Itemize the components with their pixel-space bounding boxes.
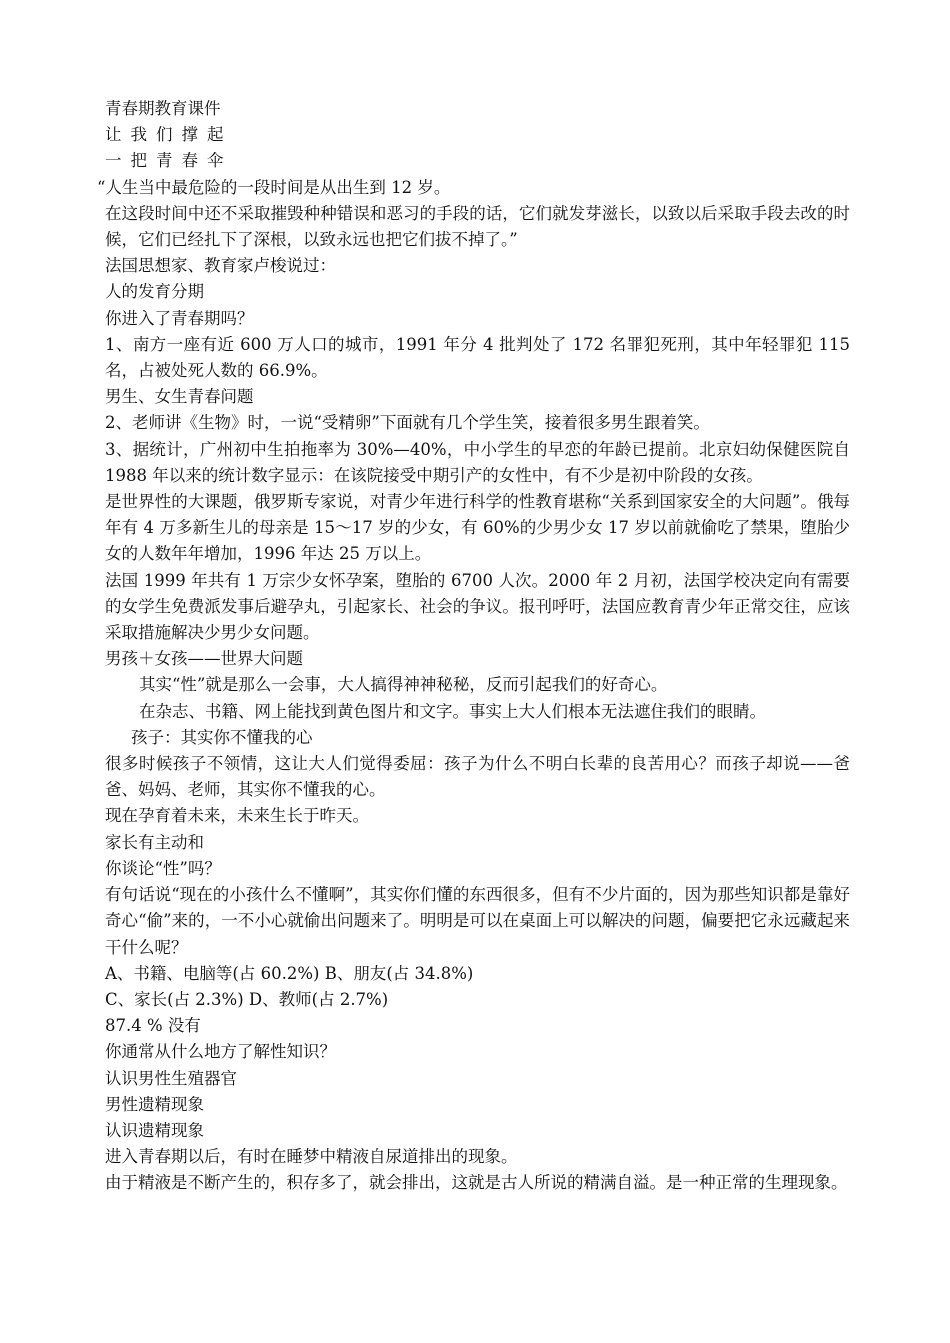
line-parents: 家长有主动和: [105, 832, 204, 852]
paragraph-misunderstood: 很多时候孩子不领情，这让大人们觉得委屈：孩子为什么不明白长辈的良苦用心？而孩子却说——爸爸、妈妈、老师，其实你不懂我的心。: [105, 754, 850, 800]
slogan-line-2: 一把青春伞: [105, 151, 233, 171]
paragraph-curiosity: 有句话说“现在的小孩什么不懂啊”，其实你们懂的东西很多，但有不少片面的，因为那些知识都是靠好奇心“偷”来的，一不小心就偷出问题来了。明明是可以在桌面上可以解决的问题，偏要把它永远藏起来干什么呢？: [105, 885, 850, 957]
survey-line-1: A、书籍、电脑等(占 60.2%) B、朋友(占 34.8%): [105, 963, 474, 983]
list-item-3: 3、据统计，广州初中生拍拖率为 30%—40%，中小学生的早恋的年龄已提前。北京妇幼保健医院自 1988 年以来的统计数字显示：在该院接受中期引产的女性中，有不少是初中阶段的女孩。: [105, 439, 850, 485]
heading-emission: 男性遗精现象: [105, 1094, 204, 1114]
heading-world-problem: 男孩＋女孩——世界大问题: [105, 649, 303, 669]
heading-development: 人的发育分期: [105, 282, 204, 302]
paragraph-mystery: 其实“性”就是那么一会事，大人搞得神神秘秘，反而引起我们的好奇心。: [139, 675, 668, 695]
question-puberty: 你进入了青春期吗？: [105, 308, 254, 328]
list-item-1: 1、南方一座有近 600 万人口的城市，1991 年分 4 批判处了 172 名罪犯死刑，其中年轻罪犯 115 名，占被处死人数的 66.9%。: [105, 334, 850, 381]
paragraph-world-topic: 是世界性的大课题，俄罗斯专家说，对青少年进行科学的性教育堪称“关系到国家安全的大问题”。俄每年有 4 万多新生儿的母亲是 15～17 岁的少女，有 60%的少男少女 17 岁以前就偷吃了禁果，堕胎少女的人数年年增加，1996 年达 25 万以上。: [105, 492, 850, 564]
slogan-line-1: 让我们撑起: [105, 125, 233, 145]
document-title: 青春期教育课件: [105, 99, 221, 118]
heading-male-organs: 认识男性生殖器官: [105, 1068, 237, 1088]
quote-body: 在这段时间中还不采取摧毁种种错误和恶习的手段的话，它们就发芽滋长，以致以后采取手段去改的时候，它们已经扎下了深根，以致永远也把它们拔不掉了。”: [105, 203, 850, 250]
heading-know-emission: 认识遗精现象: [105, 1120, 204, 1140]
survey-none: 87.4 % 没有: [105, 1016, 201, 1036]
heading-issues: 男生、女生青春问题: [105, 387, 254, 407]
question-source: 你通常从什么地方了解性知识？: [105, 1042, 336, 1062]
paragraph-emission-definition: 进入青春期以后，有时在睡梦中精液自尿道排出的现象。: [105, 1147, 518, 1167]
document-page: [97, 96, 850, 1197]
question-talk: 你谈论“性”吗？: [105, 858, 221, 878]
survey-line-2: C、家长(占 2.3%) D、教师(占 2.7%): [105, 989, 389, 1009]
quote-opening: “人生当中最危险的一段时间是从出生到 12 岁。: [97, 177, 451, 197]
paragraph-media: 在杂志、书籍、网上能找到黄色图片和文字。事实上大人们根本无法遮住我们的眼睛。: [139, 701, 766, 721]
paragraph-future: 现在孕育着未来，未来生长于昨天。: [105, 806, 369, 826]
heading-heart: 孩子：其实你不懂我的心: [131, 727, 313, 747]
paragraph-france: 法国 1999 年共有 1 万宗少女怀孕案，堕胎的 6700 人次。2000 年 2 月初，法国学校决定向有需要的女学生免费派发事后避孕丸，引起家长、社会的争议。报刊呼吁，法国应教育青少年正常交往，应该采取措施解决少男少女问题。: [105, 570, 850, 643]
quote-attribution: 法国思想家、教育家卢梭说过：: [105, 256, 336, 276]
paragraph-emission-normal: 由于精液是不断产生的，积存多了，就会排出，这就是古人所说的精满自溢。是一种正常的生理现象。: [105, 1173, 848, 1193]
list-item-2: 2、老师讲《生物》时，一说“受精卵”下面就有几个学生笑，接着很多男生跟着笑。: [105, 413, 710, 433]
